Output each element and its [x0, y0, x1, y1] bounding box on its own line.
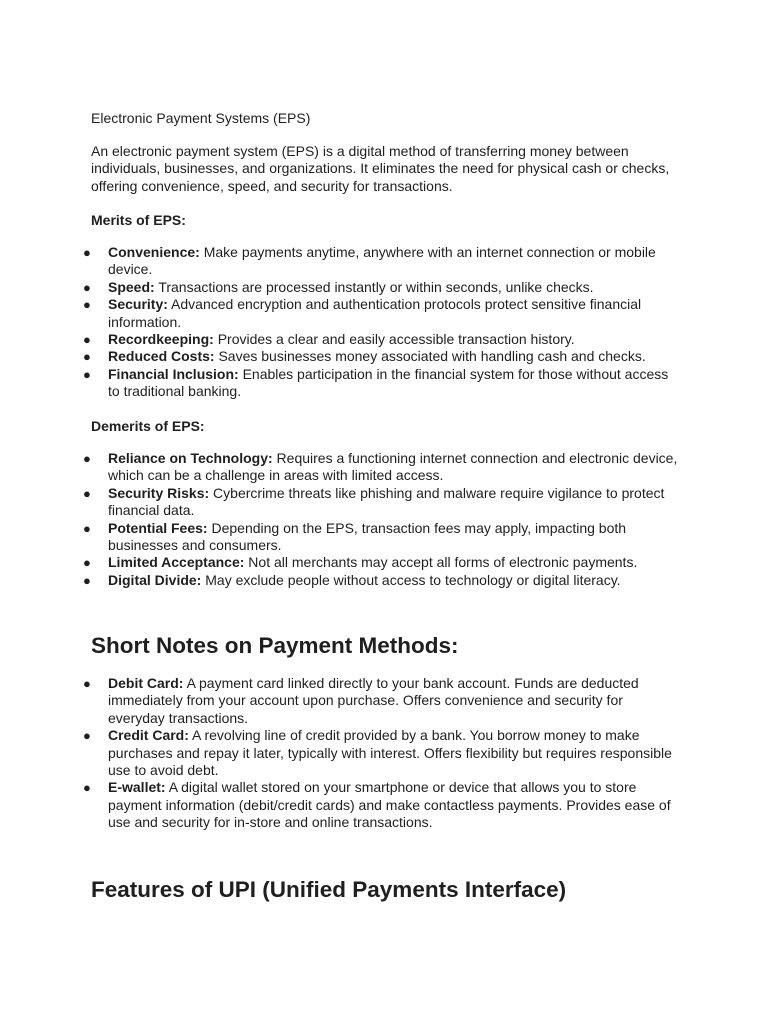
list-item [83, 554, 683, 571]
list-item-text: Cybercrime threats like phishing and malware require vigilance to protect financial data. [108, 484, 665, 519]
demerits-heading: Demerits of EPS: [91, 418, 205, 434]
bullet-icon: ● [83, 279, 91, 295]
list-item-text: Make payments anytime, anywhere with an internet connection or mobile device. [108, 244, 656, 278]
list-item [83, 520, 683, 555]
list-item-text: A digital wallet stored on your smartphone or device that allows you to store payment information (debit/credit cards) and make contactless payments. Provides ease of use and security for in-store and online transactions. [108, 779, 671, 831]
list-item-text: A revolving line of credit provided by a bank. You borrow money to make purchases and repay it later, typically with interest. Offers flexibility but requires responsible use to avoid debt. [108, 727, 672, 779]
intro-paragraph: An electronic payment system (EPS) is a digital method of transferring money between individuals, businesses, and organizations. It eliminates the need for physical cash or checks, offering convenience, speed, and security for transactions. [91, 143, 670, 194]
bullet-icon: ● [83, 349, 91, 365]
payment-methods-list [83, 675, 683, 832]
payment-methods-heading: Short Notes on Payment Methods: [91, 633, 459, 658]
list-item-text: May exclude people without access to technology or digital literacy. [201, 571, 621, 588]
bullet-icon: ● [83, 676, 91, 691]
list-item-term: Digital Divide: [108, 571, 202, 588]
list-item-text: Saves businesses money associated with handling cash and checks. [214, 348, 646, 365]
bullet-icon: ● [83, 366, 91, 382]
bullet-icon: ● [83, 572, 91, 588]
list-item-text: Advanced encryption and authentication protocols protect sensitive financial information. [108, 296, 642, 330]
list-item-text: A payment card linked directly to your bank account. Funds are deducted immediately from your account upon purchase. Offers convenience and security for everyday transactions. [108, 675, 639, 726]
list-item-term: Limited Acceptance: [108, 554, 245, 571]
list-item-term: Convenience: [108, 244, 200, 260]
list-item-term: Reduced Costs: [108, 348, 215, 365]
bullet-icon: ● [83, 520, 91, 536]
list-item [83, 727, 683, 779]
list-item [83, 348, 683, 365]
list-item-text: Depending on the EPS, transaction fees may apply, impacting both businesses and consumers. [108, 519, 627, 554]
list-item [83, 331, 683, 348]
list-item-term: E-wallet: [108, 779, 166, 796]
bullet-icon: ● [83, 245, 91, 260]
list-item-text: Not all merchants may accept all forms of electronic payments. [244, 554, 638, 571]
merits-heading: Merits of EPS: [91, 212, 186, 228]
list-item-term: Financial Inclusion: [108, 365, 239, 382]
list-item-term: Reliance on Technology: [108, 450, 273, 466]
list-item-term: Security: [108, 296, 168, 313]
upi-heading: Features of UPI (Unified Payments Interface) [91, 877, 567, 902]
demerits-list [83, 450, 683, 589]
list-item-term: Debit Card: [108, 675, 184, 691]
list-item-text: Transactions are processed instantly or within seconds, unlike checks. [154, 278, 594, 295]
list-item [83, 366, 683, 401]
list-item-text: Enables participation in the financial system for those without access to traditional banking. [108, 365, 669, 400]
list-item [83, 779, 683, 831]
bullet-icon: ● [83, 297, 91, 313]
list-item [83, 675, 683, 727]
document-title: Electronic Payment Systems (EPS) [91, 110, 311, 126]
list-item-text: Provides a clear and easily accessible transaction history. [213, 331, 575, 348]
list-item-term: Potential Fees: [108, 519, 208, 536]
list-item [83, 244, 683, 279]
list-item-term: Recordkeeping: [108, 331, 214, 348]
list-item [83, 572, 683, 589]
list-item [83, 296, 683, 331]
merits-list [83, 244, 683, 401]
list-item [83, 450, 683, 485]
bullet-icon: ● [83, 728, 91, 744]
bullet-icon: ● [83, 485, 91, 501]
list-item-term: Speed: [108, 278, 155, 295]
list-item [83, 279, 683, 296]
bullet-icon: ● [83, 332, 91, 348]
list-item-term: Security Risks: [108, 484, 210, 501]
bullet-icon: ● [83, 780, 91, 796]
bullet-icon: ● [83, 451, 91, 466]
list-item-term: Credit Card: [108, 727, 189, 744]
bullet-icon: ● [83, 555, 91, 571]
list-item-text: Requires a functioning internet connection and electronic device, which can be a challenge in areas with limited access. [108, 450, 678, 484]
list-item [83, 485, 683, 520]
